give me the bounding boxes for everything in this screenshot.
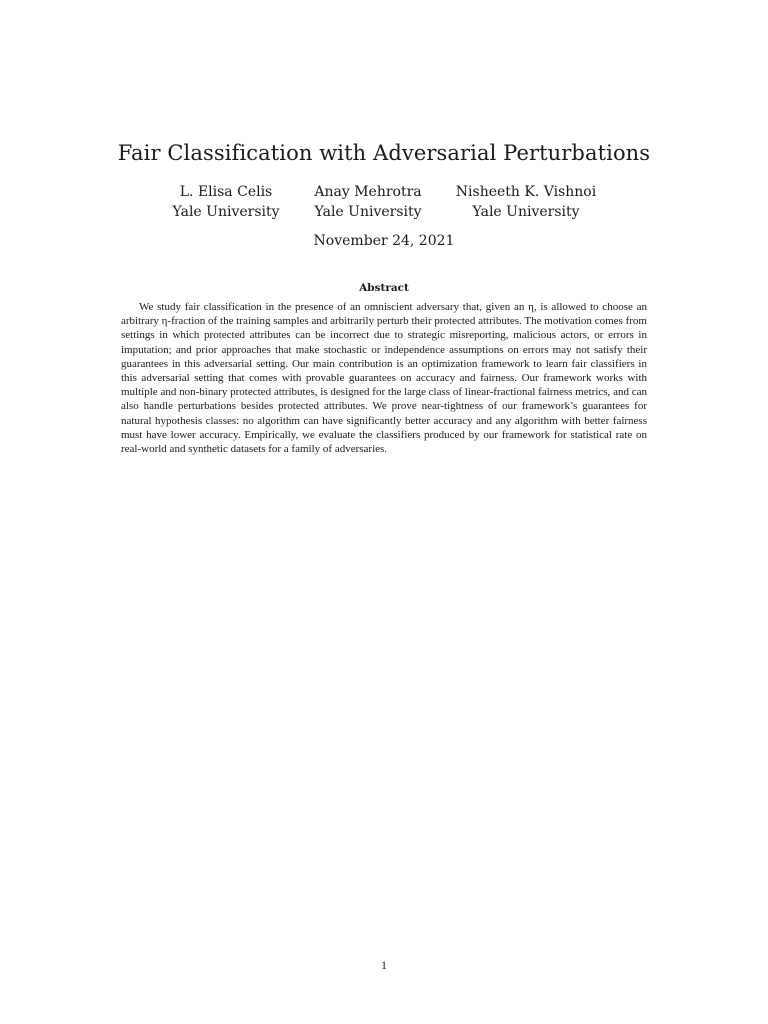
author-affiliation: Yale University <box>172 204 280 220</box>
author-name: L. Elisa Celis <box>179 184 273 200</box>
abstract-heading: Abstract <box>359 282 409 294</box>
author-name: Nisheeth K. Vishnoi <box>455 184 597 200</box>
author-2 <box>298 182 438 222</box>
author-name: Anay Mehrotra <box>314 184 422 200</box>
author-affiliation: Yale University <box>314 204 422 220</box>
author-3 <box>446 182 606 222</box>
publication-date: November 24, 2021 <box>313 233 455 249</box>
page-number: 1 <box>381 958 387 972</box>
author-affiliation: Yale University <box>472 204 580 220</box>
abstract-text: We study fair classification in the presence of an omniscient adversary that, given an η, is allowed to choose an arbitrary η-fraction of the training samples and arbitrarily perturb their protected attributes. The motivation comes from settings in which protected attributes can be incorrect due to strategic misreporting, malicious actors, or errors in imputation; and prior approaches that make stochastic or independence assumptions on errors may not satisfy their guarantees in this adversarial setting. Our main contribution is an optimization framework to learn fair classifiers in this adversarial setting that comes with provable guarantees on accuracy and fairness. Our framework works with multiple and non-binary protected attributes, is designed for the large class of linear-fractional fairness metrics, and can also handle perturbations besides protected attributes. We prove near-tightness of our framework’s guarantees for natural hypothesis classes: no algorithm can have significantly better accuracy and any algorithm with better fairness must have lower accuracy. Empirically, we evaluate the classifiers produced by our framework for statistical rate on real-world and synthetic datasets for a family of adversaries. <box>121 301 647 456</box>
author-1 <box>156 182 296 222</box>
paper-title: Fair Classification with Adversarial Perturbations <box>117 141 651 165</box>
